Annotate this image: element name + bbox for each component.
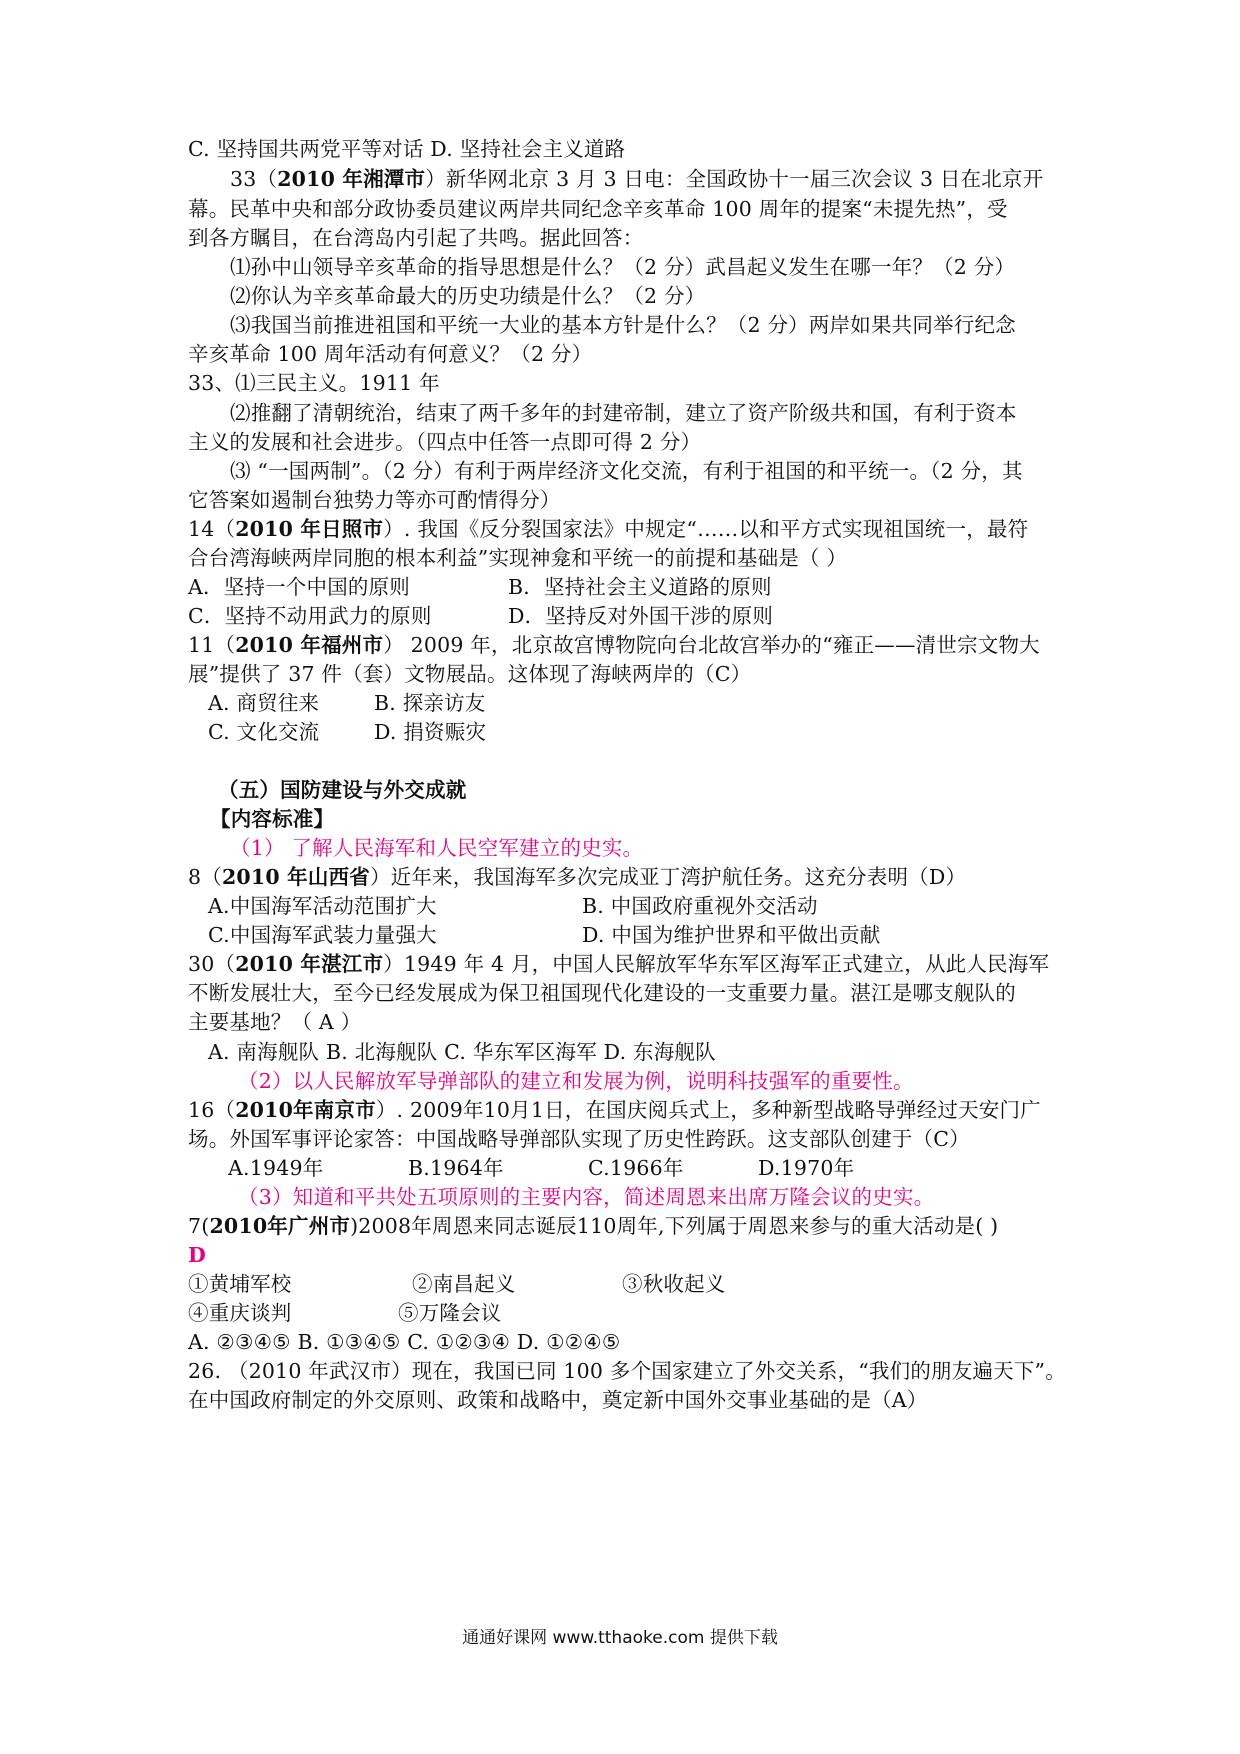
content-standard-1: （1） 了解人民海军和人民空军建立的史实。: [230, 836, 644, 860]
question-11-option-d: D. 捐资赈灾: [374, 720, 487, 744]
question-33-sub1: ⑴孙中山领导辛亥革命的指导思想是什么？（2 分）武昌起义发生在哪一年？（2 分）: [230, 255, 1016, 279]
question-33-line1: 33（2010 年湘潭市）新华网北京 3 月 3 日电：全国政协十一届三次会议 3 日在北京开: [230, 167, 1044, 191]
question-11-source: 2010 年福州市: [235, 633, 384, 657]
question-16-line2: 场。外国军事评论家答：中国战略导弹部队实现了历史性跨跃。这支部队创建于（C）: [188, 1127, 970, 1151]
question-33-line2: 幕。民革中央和部分政协委员建议两岸共同纪念辛亥革命 100 周年的提案“未提先热”，受: [188, 197, 1008, 221]
answer-33-line1: 33、⑴三民主义。1911 年: [188, 371, 440, 395]
question-8-source: 2010 年山西省: [221, 865, 370, 889]
question-16-option-d: D.1970年: [758, 1156, 855, 1180]
question-14-source: 2010 年日照市: [235, 517, 384, 541]
question-8-option-a: A.中国海军活动范围扩大: [208, 894, 437, 918]
answer-33-line3: 主义的发展和社会进步。（四点中任答一点即可得 2 分）: [188, 430, 702, 454]
question-14-line2: 合台湾海峡两岸同胞的根本利益”实现神龛和平统一的前提和基础是（ ）: [188, 546, 848, 570]
content-standard-heading: 【内容标准】: [210, 807, 335, 831]
answer-33-line2: ⑵推翻了清朝统治，结束了两千多年的封建帝制，建立了资产阶级共和国，有利于资本: [230, 401, 1017, 425]
question-7-item-3: ③秋收起义: [622, 1272, 726, 1296]
question-14-option-c: C．坚持不动用武力的原则: [188, 604, 432, 628]
answer-33-line5: 它答案如遏制台独势力等亦可酌情得分）: [188, 488, 561, 512]
question-11-line1: 11（2010 年福州市） 2009 年，北京故宫博物院向台北故宫举办的“雍正——清世宗文物大: [188, 633, 1040, 657]
question-7-line1: 7(2010年广州市)2008年周恩来同志诞辰110周年,下列属于周恩来参与的重大活动是( ): [188, 1214, 999, 1238]
question-30-line1: 30（2010 年湛江市）1949 年 4 月，中国人民解放军华东军区海军正式建立，从此人民海军: [188, 952, 1050, 976]
question-8-option-d: D. 中国为维护世界和平做出贡献: [582, 923, 881, 947]
question-11-option-c: C. 文化交流: [208, 720, 320, 744]
question-30-line2: 不断发展壮大，至今已经发展成为保卫祖国现代化建设的一支重要力量。湛江是哪支舰队的: [188, 981, 1016, 1005]
question-16-source: 2010年南京市: [235, 1098, 376, 1122]
question-7-item-5: ⑤万隆会议: [398, 1301, 502, 1325]
option-line: C. 坚持国共两党平等对话 D. 坚持社会主义道路: [188, 137, 626, 161]
question-16-option-a: A.1949年: [228, 1156, 324, 1180]
question-26-line2: 在中国政府制定的外交原则、政策和战略中，奠定新中国外交事业基础的是（A）: [188, 1388, 928, 1412]
question-14-option-b: B．坚持社会主义道路的原则: [508, 575, 772, 599]
question-8-line1: 8（2010 年山西省）近年来，我国海军多次完成亚丁湾护航任务。这充分表明（D）: [188, 865, 967, 889]
question-11-option-a: A. 商贸往来: [208, 691, 320, 715]
question-11-option-b: B. 探亲访友: [374, 691, 486, 715]
question-33-sub3-cont: 辛亥革命 100 周年活动有何意义？（2 分）: [188, 342, 593, 366]
content-standard-3: （3）知道和平共处五项原则的主要内容，简述周恩来出席万隆会议的史实。: [238, 1185, 935, 1209]
answer-33-line4: ⑶ “一国两制”。（2 分）有利于两岸经济文化交流，有利于祖国的和平统一。（2 分，其: [230, 459, 1023, 483]
page-footer: 通通好课网 www.tthaoke.com 提供下载: [462, 1628, 778, 1648]
question-16-option-c: C.1966年: [588, 1156, 684, 1180]
question-30-source: 2010 年湛江市: [235, 952, 384, 976]
question-8-option-b: B. 中国政府重视外交活动: [582, 894, 818, 918]
question-7-item-2: ②南昌起义: [412, 1272, 516, 1296]
question-7-source: 2010年广州市: [209, 1214, 351, 1238]
question-33-source: 2010 年湘潭市: [277, 167, 426, 191]
section-heading: （五）国防建设与外交成就: [218, 778, 467, 802]
question-7-options: A. ②③④⑤ B. ①③④⑤ C. ①②③④ D. ①②④⑤: [188, 1330, 621, 1354]
question-7-item-4: ④重庆谈判: [188, 1301, 292, 1325]
question-14-line1: 14（2010 年日照市）. 我国《反分裂国家法》中规定“……以和平方式实现祖国统一，最符: [188, 517, 1029, 541]
question-14-option-a: A．坚持一个中国的原则: [188, 575, 411, 599]
question-33-sub2: ⑵你认为辛亥革命最大的历史功绩是什么？（2 分）: [230, 284, 706, 308]
question-11-line2: 展”提供了 37 件（套）文物展品。这体现了海峡两岸的（C）: [188, 662, 752, 686]
question-30-line3: 主要基地？（ A ）: [188, 1010, 362, 1034]
content-standard-2: （2）以人民解放军导弹部队的建立和发展为例，说明科技强军的重要性。: [238, 1069, 914, 1093]
question-16-line1: 16（2010年南京市）. 2009年10月1日，在国庆阅兵式上，多种新型战略导弹经过天安门广: [188, 1098, 1041, 1122]
question-7-answer: D: [188, 1243, 206, 1267]
question-16-option-b: B.1964年: [408, 1156, 504, 1180]
question-33-sub3: ⑶我国当前推进祖国和平统一大业的基本方针是什么？（2 分）两岸如果共同举行纪念: [230, 313, 1016, 337]
question-14-option-d: D．坚持反对外国干涉的原则: [508, 604, 774, 628]
question-33-line3: 到各方瞩目，在台湾岛内引起了共鸣。据此回答：: [188, 226, 644, 250]
question-30-options: A. 南海舰队 B. 北海舰队 C. 华东军区海军 D. 东海舰队: [208, 1040, 716, 1064]
question-8-option-c: C.中国海军武装力量强大: [208, 923, 437, 947]
question-7-item-1: ①黄埔军校: [188, 1272, 292, 1296]
question-26-line1: 26. （2010 年武汉市）现在，我国已同 100 多个国家建立了外交关系，“我们的朋友遍天下”。: [188, 1359, 1066, 1383]
